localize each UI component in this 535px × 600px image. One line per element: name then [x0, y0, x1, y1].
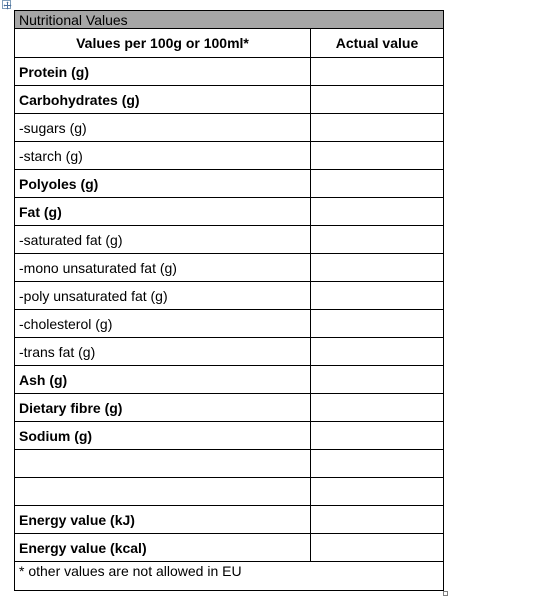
table-resize-icon[interactable]: [443, 591, 448, 596]
row-value-cell[interactable]: [311, 226, 444, 254]
row-value-cell[interactable]: [311, 114, 444, 142]
row-value-cell[interactable]: [311, 142, 444, 170]
row-label[interactable]: [15, 450, 311, 478]
table-row-fat: [15, 198, 444, 226]
row-label[interactable]: -poly unsaturated fat (g): [15, 282, 311, 310]
header-values-per-100g[interactable]: Values per 100g or 100ml*: [15, 29, 311, 58]
row-value-cell[interactable]: [311, 170, 444, 198]
row-label[interactable]: -saturated fat (g): [15, 226, 311, 254]
row-label[interactable]: [15, 478, 311, 506]
nutritional-values-table: [14, 10, 444, 591]
row-value-cell[interactable]: [311, 338, 444, 366]
row-value-cell[interactable]: [311, 58, 444, 86]
table-row-sodium: [15, 422, 444, 450]
row-label[interactable]: Protein (g): [15, 58, 311, 86]
row-value-cell[interactable]: [311, 450, 444, 478]
table-row-protein: [15, 58, 444, 86]
row-value-cell[interactable]: [311, 366, 444, 394]
row-value-cell[interactable]: [311, 282, 444, 310]
table-row-poly-unsaturated-fat: [15, 282, 444, 310]
table-row-dietary-fibre: [15, 394, 444, 422]
row-label[interactable]: -sugars (g): [15, 114, 311, 142]
row-value-cell[interactable]: [311, 254, 444, 282]
row-value-cell[interactable]: [311, 506, 444, 534]
table-row-starch: [15, 142, 444, 170]
row-label[interactable]: -trans fat (g): [15, 338, 311, 366]
row-label[interactable]: Polyoles (g): [15, 170, 311, 198]
table-footnote[interactable]: * other values are not allowed in EU: [15, 562, 444, 591]
row-label[interactable]: Dietary fibre (g): [15, 394, 311, 422]
table-row-empty: [15, 478, 444, 506]
row-value-cell[interactable]: [311, 394, 444, 422]
table-row-carbohydrates: [15, 86, 444, 114]
row-label[interactable]: Energy value (kJ): [15, 506, 311, 534]
table-title-row: [15, 11, 444, 29]
row-label[interactable]: Ash (g): [15, 366, 311, 394]
table-row-energy-kcal: [15, 534, 444, 562]
table-header-row: [15, 29, 444, 58]
table-move-icon[interactable]: [2, 0, 11, 9]
row-label[interactable]: -starch (g): [15, 142, 311, 170]
row-label[interactable]: -cholesterol (g): [15, 310, 311, 338]
row-label[interactable]: -mono unsaturated fat (g): [15, 254, 311, 282]
row-value-cell[interactable]: [311, 310, 444, 338]
table-footnote-row: [15, 562, 444, 591]
row-value-cell[interactable]: [311, 534, 444, 562]
row-label[interactable]: Sodium (g): [15, 422, 311, 450]
row-value-cell[interactable]: [311, 86, 444, 114]
row-value-cell[interactable]: [311, 478, 444, 506]
table-row-saturated-fat: [15, 226, 444, 254]
table-row-mono-unsaturated-fat: [15, 254, 444, 282]
table-row-sugars: [15, 114, 444, 142]
table-row-ash: [15, 366, 444, 394]
table-row-polyoles: [15, 170, 444, 198]
table-row-energy-kj: [15, 506, 444, 534]
row-label[interactable]: Carbohydrates (g): [15, 86, 311, 114]
table-row-empty: [15, 450, 444, 478]
table-row-cholesterol: [15, 310, 444, 338]
table-title[interactable]: Nutritional Values: [15, 11, 444, 29]
row-value-cell[interactable]: [311, 422, 444, 450]
row-value-cell[interactable]: [311, 198, 444, 226]
header-actual-value[interactable]: Actual value: [311, 29, 444, 58]
table-row-trans-fat: [15, 338, 444, 366]
row-label[interactable]: Energy value (kcal): [15, 534, 311, 562]
row-label[interactable]: Fat (g): [15, 198, 311, 226]
